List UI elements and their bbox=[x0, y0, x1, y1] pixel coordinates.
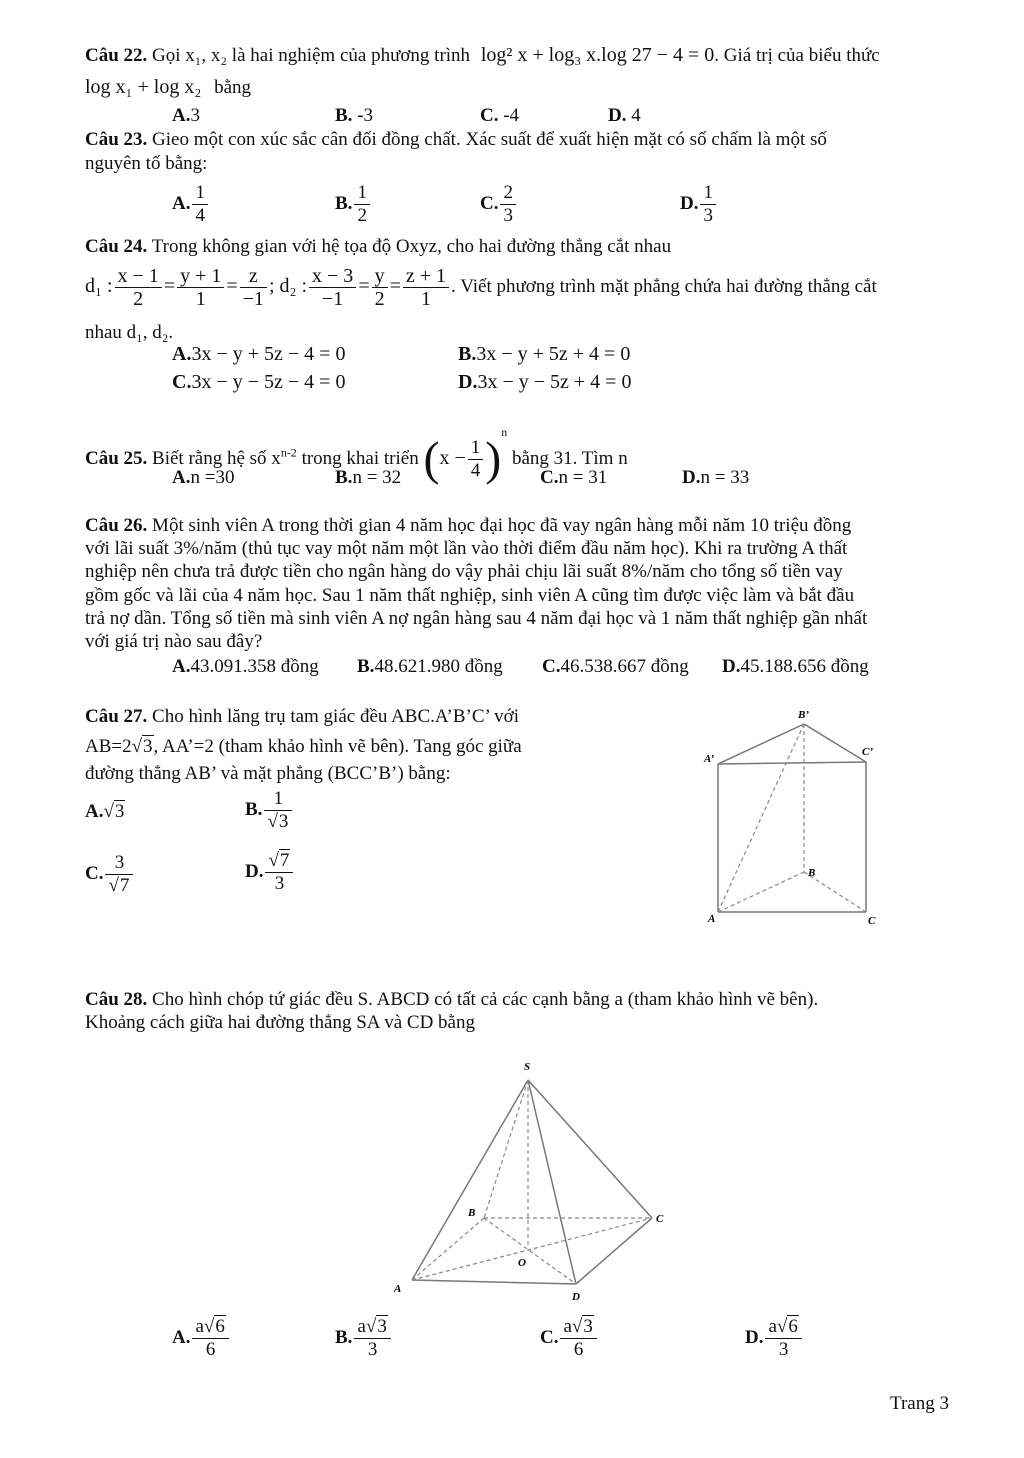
option-text: 3x − y + 5z + 4 = 0 bbox=[476, 343, 631, 365]
denominator bbox=[105, 875, 133, 897]
option-fraction bbox=[354, 1316, 390, 1361]
q26-option-c[interactable] bbox=[542, 655, 689, 679]
sqrt-expression: √3 bbox=[365, 1316, 387, 1337]
radicand: 6 bbox=[788, 1316, 798, 1337]
denominator: 3 bbox=[367, 1339, 378, 1360]
option-text: 3x − y − 5z + 4 = 0 bbox=[477, 371, 632, 393]
option-fraction bbox=[560, 1316, 596, 1361]
fraction bbox=[177, 265, 224, 310]
option-label: C. bbox=[542, 656, 561, 677]
q28-text-b: Khoảng cách giữa hai đường thẳng SA và CD bằng bbox=[85, 1012, 475, 1033]
option-label: C. bbox=[480, 192, 499, 214]
sqrt-expression: √3 bbox=[571, 1316, 593, 1337]
q28-option-b[interactable] bbox=[335, 1316, 393, 1361]
vertex-d: D bbox=[572, 1291, 580, 1303]
q24-equation-line: d₁ : $\frac{x - 1}{2}$ = $\frac{y + 1}{1}$ = $\frac{z}{-1}$ ; d₂ : $\frac{x - 3}{-1}$ = $\frac{y}{2}$ = $\frac{z + 1}{1}$ . Viết phương trình mặt phẳng chứa hai đường thẳng cắt bbox=[85, 265, 877, 310]
option-label: C. bbox=[540, 467, 559, 488]
q28-option-d[interactable] bbox=[745, 1316, 804, 1361]
option-text: n = 31 bbox=[558, 467, 608, 488]
q27-line1 bbox=[85, 705, 519, 729]
numerator: y + 1 bbox=[177, 265, 224, 288]
q25-text-b: trong khai triển bbox=[301, 448, 419, 469]
radicand: 3 bbox=[583, 1316, 593, 1337]
numerator bbox=[265, 850, 293, 873]
q23-text-b: nguyên tố bằng: bbox=[85, 153, 208, 174]
option-label: D. bbox=[458, 371, 478, 393]
q27-option-b[interactable] bbox=[245, 788, 294, 833]
q22-line1 bbox=[85, 43, 880, 68]
q26-text: Một sinh viên A trong thời gian 4 năm học đại học đã vay ngân hàng mỗi năm 10 triệu đồng bbox=[152, 515, 852, 536]
numerator: 1 bbox=[468, 437, 484, 460]
option-label: A. bbox=[172, 1326, 191, 1348]
q22-text-b: . Giá trị của biểu thức bbox=[714, 45, 880, 66]
sqrt-expression: √6 bbox=[203, 1316, 225, 1337]
numerator: x − 1 bbox=[115, 265, 162, 288]
radicand: 6 bbox=[215, 1316, 225, 1337]
option-label: B. bbox=[458, 343, 477, 365]
q26-text: trả nợ dần. Tổng số tiền mà sinh viên A nợ ngân hàng sau 4 năm đại học và 1 năm thất nghiệp gần nhất bbox=[85, 608, 868, 629]
option-label: B. bbox=[335, 192, 353, 214]
q26-line5 bbox=[85, 607, 867, 631]
vertex-c: C bbox=[868, 915, 876, 927]
denominator: 3 bbox=[274, 873, 285, 894]
q27-text-c: đường thẳng AB’ và mặt phẳng (BCC’B’) bằng: bbox=[85, 763, 451, 784]
q25-option-d[interactable] bbox=[682, 466, 749, 490]
q26-text: với giá trị nào sau đây? bbox=[85, 631, 263, 652]
option-label: B. bbox=[335, 105, 353, 126]
option-fraction bbox=[765, 1316, 801, 1361]
fraction bbox=[115, 265, 162, 310]
vertex-c1: C’ bbox=[862, 746, 873, 758]
numerator: 2 bbox=[500, 182, 516, 205]
radicand: 3 bbox=[143, 736, 153, 757]
q22-text: Gọi x₁, x₂ là hai nghiệm của phương trình bbox=[152, 45, 471, 66]
option-label: C. bbox=[172, 371, 192, 393]
power-n: n bbox=[501, 425, 508, 439]
radicand: 3 bbox=[114, 801, 125, 822]
fraction bbox=[468, 437, 484, 482]
numerator: y bbox=[372, 265, 388, 288]
option-text: -4 bbox=[503, 105, 520, 126]
q26-label: Câu 26. bbox=[85, 515, 148, 536]
numerator bbox=[192, 1316, 228, 1339]
option-label: A. bbox=[172, 192, 191, 214]
prism-figure bbox=[690, 700, 890, 940]
q24-text: Trong không gian với hệ tọa độ Oxyz, cho hai đường thẳng cắt nhau bbox=[151, 236, 672, 257]
option-text: 45.188.656 đồng bbox=[740, 656, 869, 677]
q27-text-b: , AA’=2 (tham khảo hình vẽ bên). Tang góc giữa bbox=[153, 736, 522, 757]
option-label: A. bbox=[172, 467, 191, 488]
q24-line3 bbox=[85, 321, 173, 345]
right-paren: ) bbox=[485, 432, 502, 486]
q23-text: Gieo một con xúc sắc cân đối đồng chất. Xác suất để xuất hiện mặt có số chấm là một số bbox=[152, 129, 827, 150]
option-fraction bbox=[700, 182, 716, 227]
q22-label: Câu 22. bbox=[85, 45, 148, 66]
option-label: A. bbox=[172, 105, 191, 126]
option-label: D. bbox=[745, 1326, 764, 1348]
denominator: 6 bbox=[573, 1339, 584, 1360]
vertex-b: B bbox=[808, 867, 816, 879]
q23-label: Câu 23. bbox=[85, 129, 148, 150]
fraction bbox=[240, 265, 267, 310]
pyramid-figure bbox=[380, 1050, 680, 1310]
q28-line2 bbox=[85, 1011, 475, 1035]
denominator: 2 bbox=[374, 288, 385, 310]
option-text: -3 bbox=[357, 105, 374, 126]
q23-option-d[interactable] bbox=[680, 182, 718, 227]
variable-a: a bbox=[563, 1316, 572, 1337]
q26-text: nghiệp nên chưa trả được tiền cho ngân hàng do vậy phải chịu lãi suất 8%/năm cho tổng số tiền vay bbox=[85, 561, 843, 582]
q25-text-c: bằng 31. Tìm n bbox=[511, 448, 628, 469]
vertex-a: A bbox=[708, 913, 716, 925]
q23-option-b[interactable] bbox=[335, 182, 372, 227]
q27-option-c[interactable] bbox=[85, 852, 135, 897]
option-label: D. bbox=[722, 656, 741, 677]
sqrt-expression: √3 bbox=[103, 801, 125, 822]
q28-option-a[interactable] bbox=[172, 1316, 231, 1361]
vertex-b1: B’ bbox=[798, 709, 809, 721]
denominator: 3 bbox=[778, 1339, 789, 1360]
q26-option-d[interactable] bbox=[722, 655, 869, 679]
numerator: 1 bbox=[700, 182, 716, 205]
denominator: 2 bbox=[357, 205, 367, 226]
q26-text: gồm gốc và lãi của 4 năm học. Sau 1 năm thất nghiệp, sinh viên A cũng tìm được việc làm và bắt đầu bbox=[85, 585, 855, 606]
q23-line1 bbox=[85, 128, 827, 152]
numerator bbox=[765, 1316, 801, 1339]
sqrt-expression: √6 bbox=[776, 1316, 798, 1337]
q27-ab: AB=2 bbox=[85, 736, 132, 757]
vertex-b: B bbox=[468, 1207, 476, 1219]
option-label: A. bbox=[172, 656, 191, 677]
option-fraction bbox=[500, 182, 516, 227]
option-label: B. bbox=[245, 798, 263, 820]
numerator bbox=[560, 1316, 596, 1339]
option-label: D. bbox=[245, 860, 264, 882]
radicand: 7 bbox=[279, 850, 290, 871]
numerator: 3 bbox=[105, 852, 133, 875]
denominator: 3 bbox=[703, 205, 713, 226]
option-label: D. bbox=[608, 105, 627, 126]
q22-text-c: bằng bbox=[214, 77, 252, 98]
q26-text: với lãi suất 3%/năm (thủ tục vay một năm một lần vào thời điểm đầu năm học). Khi ra trường A thất bbox=[85, 538, 848, 559]
q26-line4 bbox=[85, 584, 854, 608]
left-paren: ( bbox=[423, 432, 440, 486]
q22-option-b[interactable] bbox=[335, 104, 373, 128]
option-label: C. bbox=[85, 862, 104, 884]
option-label: B. bbox=[335, 467, 353, 488]
q25-option-c[interactable] bbox=[540, 466, 607, 490]
denominator: 6 bbox=[205, 1339, 216, 1360]
option-text: 4 bbox=[631, 105, 641, 126]
q25-option-a[interactable] bbox=[172, 466, 234, 490]
denominator: −1 bbox=[242, 288, 264, 310]
option-fraction bbox=[264, 788, 292, 833]
q22-expression: log x₁ + log x₂ bbox=[85, 76, 202, 98]
option-label: D. bbox=[682, 467, 701, 488]
q24-line1 bbox=[85, 235, 671, 259]
numerator bbox=[354, 1316, 390, 1339]
vertex-a: A bbox=[394, 1283, 402, 1295]
denominator: 2 bbox=[133, 288, 144, 310]
q28-label: Câu 28. bbox=[85, 989, 148, 1010]
option-fraction bbox=[105, 852, 133, 897]
variable-a: a bbox=[195, 1316, 204, 1337]
option-fraction bbox=[192, 182, 208, 227]
option-fraction bbox=[192, 1316, 228, 1361]
q22-option-a[interactable] bbox=[172, 104, 200, 128]
q25-option-b[interactable] bbox=[335, 466, 401, 490]
q22-equation: log² x + log₃ x.log 27 − 4 = 0 bbox=[480, 44, 715, 66]
denominator: 4 bbox=[470, 460, 481, 482]
q24-text-c: nhau d₁, d₂. bbox=[85, 322, 174, 343]
option-label: C. bbox=[540, 1326, 559, 1348]
fraction bbox=[403, 265, 449, 310]
option-text: 3 bbox=[190, 105, 200, 126]
variable-a: a bbox=[768, 1316, 777, 1337]
q25-text: Biết rằng hệ số x bbox=[152, 448, 281, 469]
option-text: 43.091.358 đồng bbox=[190, 656, 319, 677]
q27-label: Câu 27. bbox=[85, 706, 148, 727]
denominator: 1 bbox=[420, 288, 431, 310]
radicand: 3 bbox=[278, 811, 289, 832]
vertex-o: O bbox=[518, 1257, 526, 1269]
denominator: 1 bbox=[195, 288, 206, 310]
q24-option-b[interactable] bbox=[458, 342, 630, 366]
q22-option-c[interactable] bbox=[480, 104, 519, 128]
option-label: B. bbox=[357, 656, 375, 677]
q22-line2 bbox=[85, 75, 251, 100]
option-label: B. bbox=[335, 1326, 353, 1348]
q24-option-a[interactable] bbox=[172, 342, 345, 366]
q26-line3 bbox=[85, 560, 843, 584]
q26-option-a[interactable] bbox=[172, 655, 319, 679]
numerator: 1 bbox=[192, 182, 208, 205]
denominator: 3 bbox=[503, 205, 513, 226]
q28-option-c[interactable] bbox=[540, 1316, 599, 1361]
q24-option-d[interactable] bbox=[458, 370, 631, 394]
sqrt-expression: √7 bbox=[108, 875, 130, 896]
q27-option-a[interactable] bbox=[85, 800, 125, 824]
q26-line2 bbox=[85, 537, 847, 561]
numerator: z bbox=[240, 265, 267, 288]
fraction bbox=[309, 265, 356, 310]
page-number: Trang 3 bbox=[890, 1393, 949, 1414]
q24-label: Câu 24. bbox=[85, 236, 148, 257]
q24-option-c[interactable] bbox=[172, 370, 345, 394]
q23-option-a[interactable] bbox=[172, 182, 210, 227]
q27-line3 bbox=[85, 762, 451, 786]
numerator: 1 bbox=[354, 182, 370, 205]
vertex-c: C bbox=[656, 1213, 664, 1225]
q27-line2 bbox=[85, 735, 522, 759]
d2-label: ; d₂ : bbox=[268, 275, 308, 298]
q26-option-b[interactable] bbox=[357, 655, 503, 679]
sqrt-expression: √7 bbox=[268, 850, 290, 871]
q23-line2 bbox=[85, 152, 207, 176]
numerator: z + 1 bbox=[403, 265, 449, 288]
q25-label: Câu 25. bbox=[85, 448, 148, 469]
radicand: 3 bbox=[377, 1316, 387, 1337]
q26-line1 bbox=[85, 514, 851, 538]
q28-text: Cho hình chóp tứ giác đều S. ABCD có tất cả các cạnh bằng a (tham khảo hình vẽ bên). bbox=[152, 989, 819, 1010]
sqrt-expression: √3 bbox=[131, 736, 153, 757]
q25-exponent: n-2 bbox=[280, 445, 297, 460]
q24-text-b: . Viết phương trình mặt phẳng chứa hai đường thẳng cắt bbox=[451, 276, 877, 298]
radicand: 7 bbox=[119, 875, 130, 896]
option-label: A. bbox=[172, 343, 192, 365]
option-text: n =30 bbox=[190, 467, 235, 488]
numerator: x − 3 bbox=[309, 265, 356, 288]
numerator: 1 bbox=[264, 788, 292, 811]
q26-line6 bbox=[85, 630, 262, 654]
denominator bbox=[264, 811, 292, 833]
q22-option-d[interactable] bbox=[608, 104, 641, 128]
vertex-s: S bbox=[524, 1061, 531, 1073]
variable-a: a bbox=[357, 1316, 366, 1337]
denominator: −1 bbox=[322, 288, 344, 310]
option-fraction bbox=[265, 850, 293, 895]
fraction bbox=[372, 265, 388, 310]
option-text: 46.538.667 đồng bbox=[560, 656, 689, 677]
vertex-a1: A’ bbox=[704, 753, 715, 765]
q28-line1 bbox=[85, 988, 818, 1012]
q27-text: Cho hình lăng trụ tam giác đều ABC.A’B’C’ với bbox=[152, 706, 520, 727]
q25-binomial: x − bbox=[439, 447, 466, 469]
denominator: 4 bbox=[195, 205, 205, 226]
sqrt-expression: √3 bbox=[267, 811, 289, 832]
option-label: C. bbox=[480, 105, 499, 126]
option-label: A. bbox=[85, 801, 104, 822]
option-fraction bbox=[354, 182, 370, 227]
option-text: n = 32 bbox=[352, 467, 402, 488]
option-label: D. bbox=[680, 192, 699, 214]
d1-label: d₁ : bbox=[85, 275, 113, 298]
option-text: 48.621.980 đồng bbox=[374, 656, 503, 677]
option-text: 3x − y + 5z − 4 = 0 bbox=[191, 343, 346, 365]
q27-option-d[interactable] bbox=[245, 850, 295, 895]
option-text: n = 33 bbox=[700, 467, 750, 488]
q23-option-c[interactable] bbox=[480, 182, 518, 227]
option-text: 3x − y − 5z − 4 = 0 bbox=[191, 371, 346, 393]
